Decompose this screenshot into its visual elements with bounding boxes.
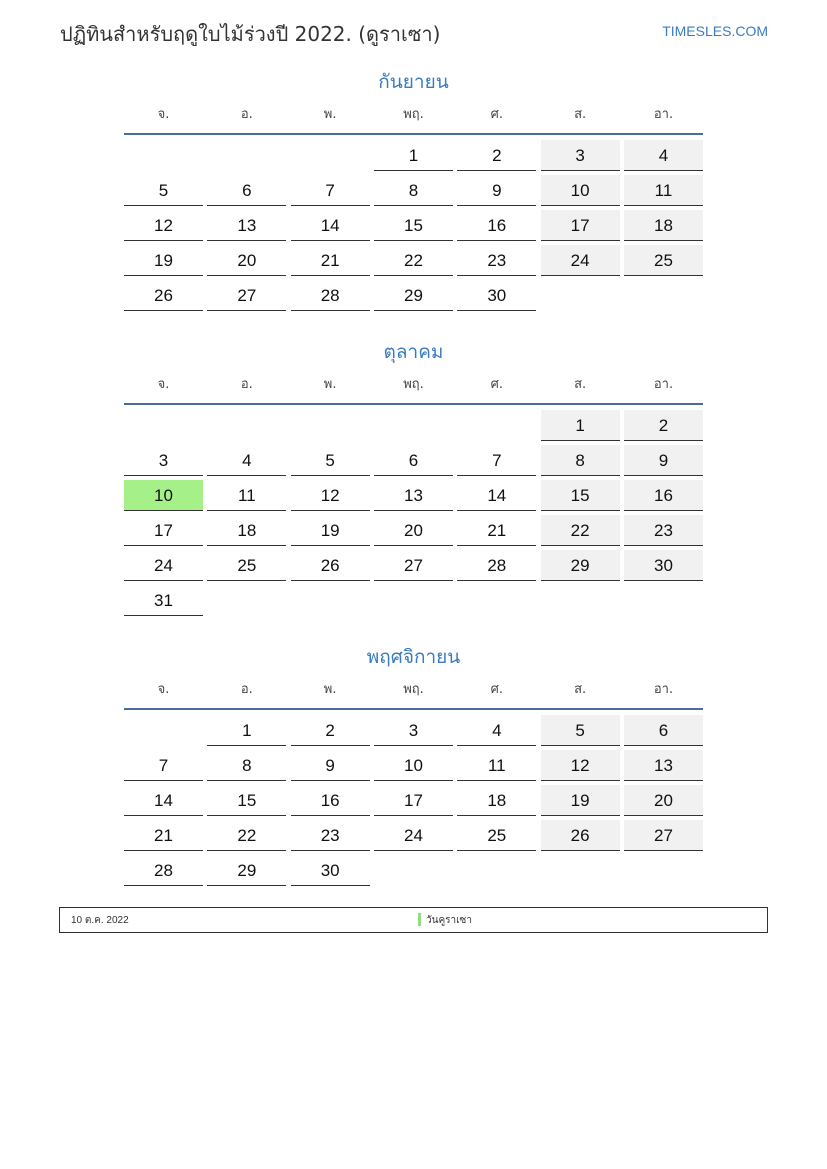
empty-day-cell xyxy=(207,140,286,170)
day-cell[interactable]: 22 xyxy=(541,515,620,546)
day-cell[interactable]: 30 xyxy=(291,855,370,886)
weekday-label: พฤ. xyxy=(403,107,424,122)
day-cell[interactable]: 13 xyxy=(374,480,453,511)
empty-day-cell xyxy=(124,715,203,745)
weekday-header-row xyxy=(124,376,703,394)
weekday-label: อา. xyxy=(653,377,674,392)
day-cell[interactable]: 21 xyxy=(291,245,370,276)
day-cell[interactable]: 14 xyxy=(124,785,203,816)
day-cell[interactable]: 8 xyxy=(374,175,453,206)
day-cell[interactable]: 9 xyxy=(457,175,536,206)
month-name: พฤศจิกายน xyxy=(366,646,461,668)
day-cell[interactable]: 16 xyxy=(624,480,703,511)
day-cell[interactable]: 18 xyxy=(624,210,703,241)
empty-day-cell xyxy=(291,140,370,170)
day-cell[interactable]: 2 xyxy=(291,715,370,746)
day-cell[interactable]: 23 xyxy=(457,245,536,276)
weekday-label: ส. xyxy=(574,377,587,392)
month-september xyxy=(124,70,703,311)
day-cell[interactable]: 15 xyxy=(541,480,620,511)
header-divider xyxy=(124,708,703,710)
day-cell[interactable]: 7 xyxy=(457,445,536,476)
day-cell[interactable]: 24 xyxy=(124,550,203,581)
day-cell[interactable]: 24 xyxy=(374,820,453,851)
day-cell[interactable]: 2 xyxy=(624,410,703,441)
site-link[interactable]: TIMESLES.COM xyxy=(662,23,768,39)
day-cell[interactable]: 28 xyxy=(457,550,536,581)
weekday-label: ศ. xyxy=(490,377,503,392)
month-name: กันยายน xyxy=(378,71,449,93)
weekday-label: ศ. xyxy=(490,107,503,122)
day-cell[interactable]: 1 xyxy=(207,715,286,746)
day-cell[interactable]: 14 xyxy=(457,480,536,511)
day-cell[interactable]: 6 xyxy=(374,445,453,476)
holiday-legend xyxy=(59,907,768,933)
day-cell[interactable]: 18 xyxy=(457,785,536,816)
page-title: ปฏิทินสำหรับฤดูใบไม้ร่วงปี 2022. (ดูราเซา) xyxy=(60,22,441,46)
empty-day-cell xyxy=(374,855,453,885)
day-grid xyxy=(124,140,703,311)
empty-day-cell xyxy=(541,585,620,615)
day-cell[interactable]: 4 xyxy=(457,715,536,746)
weekday-label: จ. xyxy=(157,107,170,122)
day-cell[interactable]: 3 xyxy=(541,140,620,171)
weekday-label: จ. xyxy=(157,682,170,697)
weekday-label: อ. xyxy=(240,682,253,697)
day-cell[interactable]: 1 xyxy=(374,140,453,171)
month-november xyxy=(124,645,703,886)
header-divider xyxy=(124,133,703,135)
day-cell[interactable]: 8 xyxy=(541,445,620,476)
day-grid xyxy=(124,715,703,886)
weekday-label: อ. xyxy=(240,377,253,392)
day-cell[interactable]: 7 xyxy=(291,175,370,206)
empty-day-cell xyxy=(541,855,620,885)
day-cell[interactable]: 16 xyxy=(291,785,370,816)
day-cell[interactable]: 25 xyxy=(207,550,286,581)
day-cell[interactable]: 10 xyxy=(124,480,203,511)
day-cell[interactable]: 14 xyxy=(291,210,370,241)
empty-day-cell xyxy=(541,280,620,310)
weekday-label: ส. xyxy=(574,682,587,697)
day-cell[interactable]: 13 xyxy=(624,750,703,781)
day-cell[interactable]: 26 xyxy=(541,820,620,851)
day-cell[interactable]: 12 xyxy=(541,750,620,781)
day-cell[interactable]: 4 xyxy=(207,445,286,476)
day-cell[interactable]: 19 xyxy=(124,245,203,276)
day-cell[interactable]: 20 xyxy=(624,785,703,816)
day-cell[interactable]: 26 xyxy=(124,280,203,311)
day-cell[interactable]: 3 xyxy=(374,715,453,746)
month-october xyxy=(124,340,703,616)
day-cell[interactable]: 29 xyxy=(541,550,620,581)
empty-day-cell xyxy=(624,855,703,885)
day-cell[interactable]: 17 xyxy=(124,515,203,546)
empty-day-cell xyxy=(291,585,370,615)
day-cell[interactable]: 24 xyxy=(541,245,620,276)
day-cell[interactable]: 29 xyxy=(374,280,453,311)
weekday-label: ศ. xyxy=(490,682,503,697)
weekday-label: อา. xyxy=(653,107,674,122)
day-cell[interactable]: 28 xyxy=(124,855,203,886)
day-cell[interactable]: 18 xyxy=(207,515,286,546)
empty-day-cell xyxy=(457,585,536,615)
weekday-label: พ. xyxy=(323,107,337,122)
day-cell[interactable]: 28 xyxy=(291,280,370,311)
day-cell[interactable]: 3 xyxy=(124,445,203,476)
day-cell[interactable]: 26 xyxy=(291,550,370,581)
empty-day-cell xyxy=(374,410,453,440)
day-cell[interactable]: 27 xyxy=(207,280,286,311)
day-cell[interactable]: 21 xyxy=(124,820,203,851)
day-cell[interactable]: 11 xyxy=(207,480,286,511)
day-cell[interactable]: 13 xyxy=(207,210,286,241)
day-cell[interactable]: 12 xyxy=(291,480,370,511)
day-cell[interactable]: 15 xyxy=(374,210,453,241)
day-cell[interactable]: 2 xyxy=(457,140,536,171)
day-cell[interactable]: 1 xyxy=(541,410,620,441)
day-cell[interactable]: 16 xyxy=(457,210,536,241)
day-cell[interactable]: 29 xyxy=(207,855,286,886)
day-cell[interactable]: 31 xyxy=(124,585,203,616)
day-cell[interactable]: 5 xyxy=(291,445,370,476)
month-name: ตุลาคม xyxy=(383,341,444,363)
day-cell[interactable]: 12 xyxy=(124,210,203,241)
day-cell[interactable]: 10 xyxy=(541,175,620,206)
day-cell[interactable]: 9 xyxy=(291,750,370,781)
empty-day-cell xyxy=(374,585,453,615)
day-cell[interactable]: 11 xyxy=(624,175,703,206)
day-cell[interactable]: 5 xyxy=(124,175,203,206)
day-cell[interactable]: 17 xyxy=(541,210,620,241)
day-cell[interactable]: 6 xyxy=(624,715,703,746)
day-cell[interactable]: 22 xyxy=(374,245,453,276)
day-cell[interactable]: 9 xyxy=(624,445,703,476)
day-cell[interactable]: 25 xyxy=(624,245,703,276)
weekday-label: พฤ. xyxy=(403,377,424,392)
day-cell[interactable]: 4 xyxy=(624,140,703,171)
weekday-header-row xyxy=(124,681,703,699)
weekday-label: ส. xyxy=(574,107,587,122)
legend-date: 10 ต.ค. 2022 xyxy=(71,915,129,926)
legend-color-marker xyxy=(418,913,421,926)
day-cell[interactable]: 5 xyxy=(541,715,620,746)
day-cell[interactable]: 27 xyxy=(374,550,453,581)
empty-day-cell xyxy=(291,410,370,440)
day-cell[interactable]: 30 xyxy=(457,280,536,311)
day-cell[interactable]: 10 xyxy=(374,750,453,781)
day-cell[interactable]: 7 xyxy=(124,750,203,781)
day-cell[interactable]: 8 xyxy=(207,750,286,781)
day-cell[interactable]: 15 xyxy=(207,785,286,816)
day-cell[interactable]: 23 xyxy=(291,820,370,851)
day-cell[interactable]: 22 xyxy=(207,820,286,851)
day-cell[interactable]: 21 xyxy=(457,515,536,546)
day-cell[interactable]: 25 xyxy=(457,820,536,851)
weekday-label: จ. xyxy=(157,377,170,392)
weekday-label: พ. xyxy=(323,377,337,392)
empty-day-cell xyxy=(624,585,703,615)
day-cell[interactable]: 30 xyxy=(624,550,703,581)
empty-day-cell xyxy=(457,410,536,440)
day-cell[interactable]: 19 xyxy=(291,515,370,546)
day-grid xyxy=(124,410,703,616)
empty-day-cell xyxy=(624,280,703,310)
empty-day-cell xyxy=(457,855,536,885)
weekday-label: พฤ. xyxy=(403,682,424,697)
day-cell[interactable]: 20 xyxy=(207,245,286,276)
empty-day-cell xyxy=(207,410,286,440)
empty-day-cell xyxy=(207,585,286,615)
weekday-label: อา. xyxy=(653,682,674,697)
header-divider xyxy=(124,403,703,405)
legend-holiday-name: วันคูราเซา xyxy=(426,915,472,926)
day-cell[interactable]: 6 xyxy=(207,175,286,206)
empty-day-cell xyxy=(124,140,203,170)
day-cell[interactable]: 20 xyxy=(374,515,453,546)
day-cell[interactable]: 27 xyxy=(624,820,703,851)
day-cell[interactable]: 19 xyxy=(541,785,620,816)
weekday-label: อ. xyxy=(240,107,253,122)
empty-day-cell xyxy=(124,410,203,440)
weekday-header-row xyxy=(124,106,703,124)
day-cell[interactable]: 23 xyxy=(624,515,703,546)
weekday-label: พ. xyxy=(323,682,337,697)
day-cell[interactable]: 11 xyxy=(457,750,536,781)
day-cell[interactable]: 17 xyxy=(374,785,453,816)
